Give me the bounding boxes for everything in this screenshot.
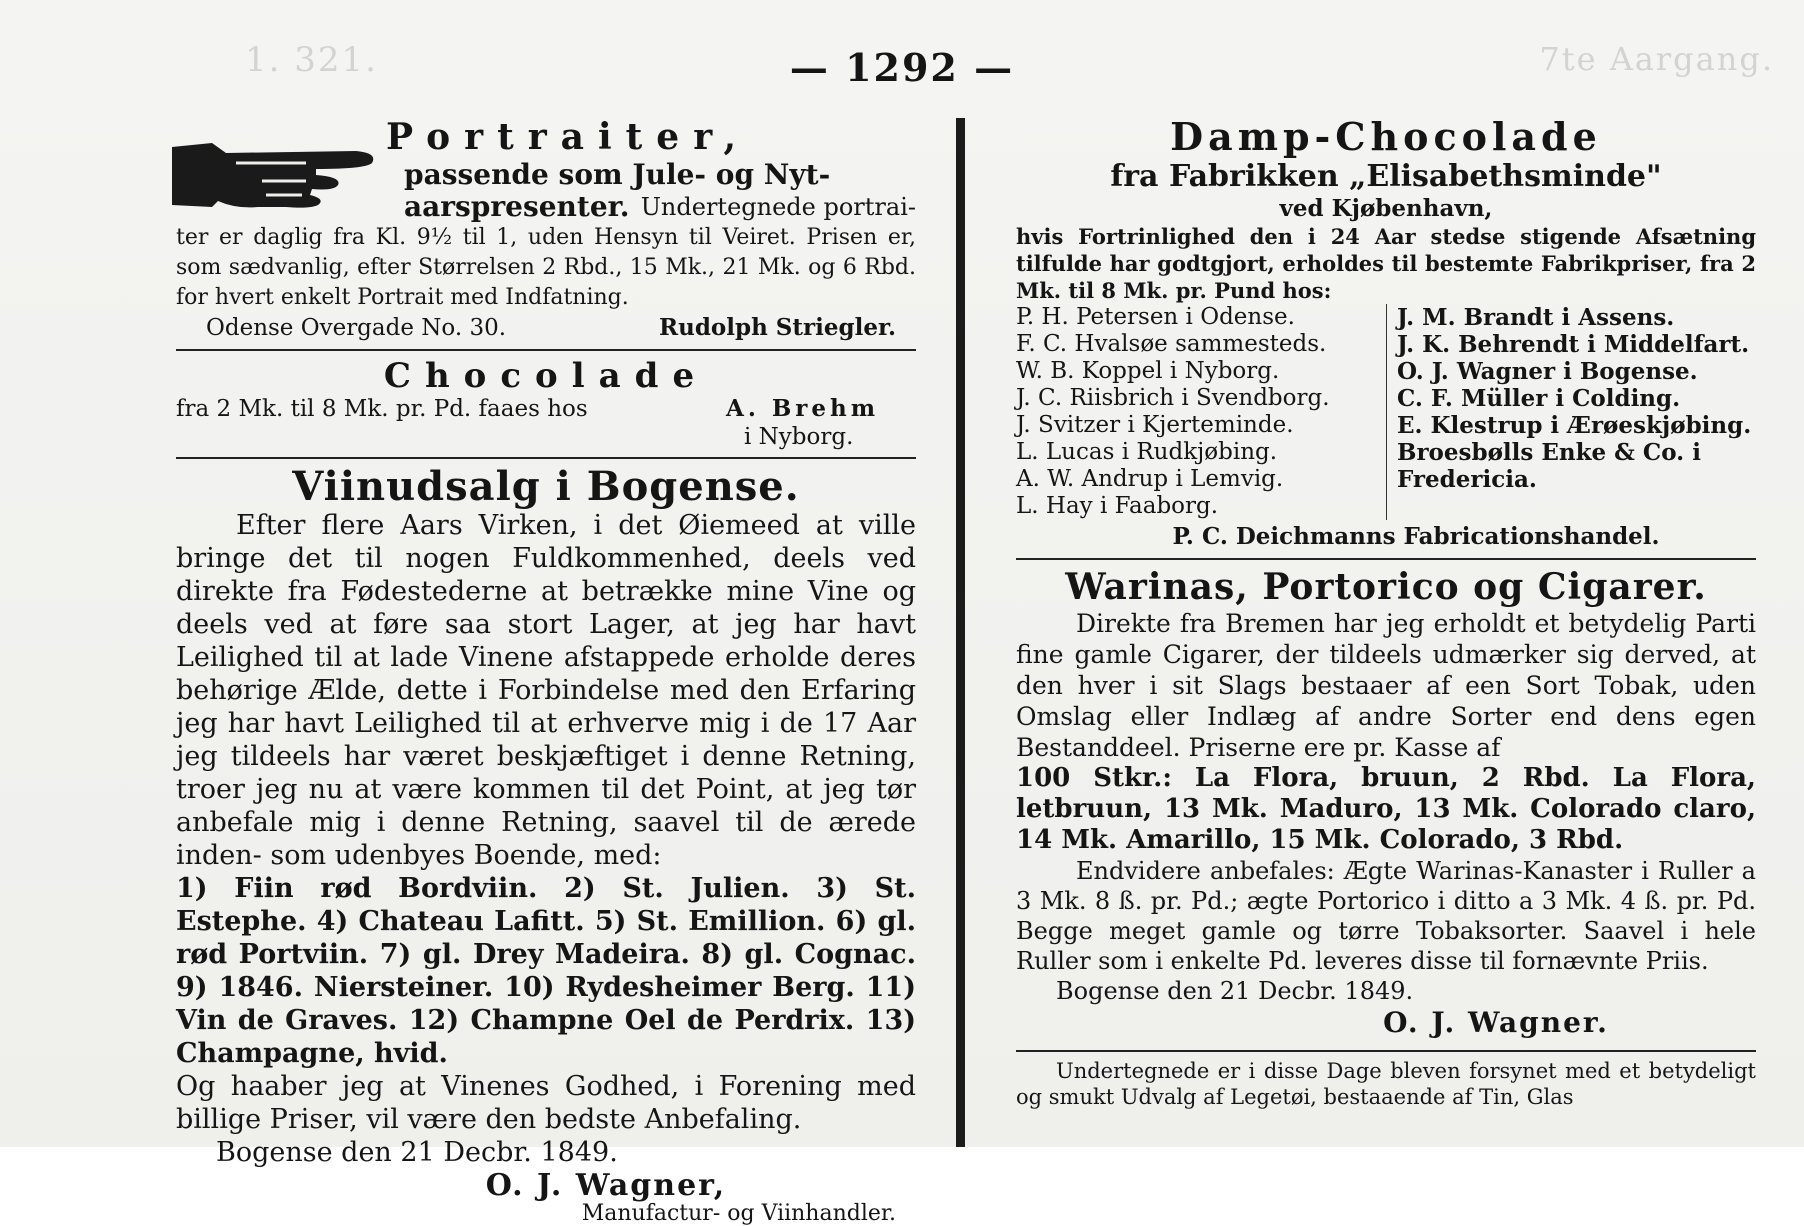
chocolate-seller: A. Brehm [726,395,880,422]
retailer-entry: O. J. Wagner i Bogense. [1397,358,1698,385]
retailer-entry: L. Hay i Faaborg. [1016,493,1219,519]
retailer-entry: J. C. Riisbrich i Svendborg. [1016,385,1330,411]
damp-footer: P. C. Deichmanns Fabricationshandel. [1172,523,1660,550]
retailer-entry: A. W. Andrup i Lemvig. [1016,466,1284,492]
portraits-ad [176,115,916,343]
damp-title: Damp-Chocolade [1170,114,1602,159]
retailer-entry: P. H. Petersen i Odense. [1016,304,1295,330]
retailers-grid [1016,304,1756,520]
chocolate-text: fra 2 Mk. til 8 Mk. pr. Pd. faaes hos [176,396,588,422]
cigars-signature: O. J. Wagner. [1383,1006,1609,1039]
retailer-entry: L. Lucas i Rudkjøbing. [1016,439,1278,465]
retailer-entry: F. C. Hvalsøe sammesteds. [1016,331,1327,357]
wine-signature: O. J. Wagner, [485,1168,727,1203]
right-column [1016,115,1756,1110]
cigars-prices: 100 Stkr.: La Flora, bruun, 2 Rbd. La Flora, letbruun, 13 Mk. Maduro, 13 Mk. Colorado claro, 14 Mk. Amarillo, 15 Mk. Colorado, 3 Rbd. [1016,763,1756,855]
divider [176,457,916,459]
retailer-entry: Broesbølls Enke & Co. i [1397,439,1701,466]
wine-dateline: Bogense den 21 Decbr. 1849. [216,1137,618,1168]
cigars-ad [1016,566,1756,1040]
portraits-signature [206,313,896,343]
retailer-entry: E. Klestrup i Ærøeskjøbing. [1397,412,1752,439]
column-divider [956,118,965,1147]
damp-subtitle: fra Fabrikken „Elisabethsminde" [1110,159,1662,194]
retailers-left [1016,304,1387,520]
chocolate-title: Chocolade [383,356,709,396]
wine-body: Efter flere Aars Virken, i det Øiemeed at ville bringe det til nogen Fuldkommenhed, deels ved direkte fra Fødestederne at betrække mine Vine og deels ved at føre saa stort Lager, at jeg har havt Leilighed til at lade Vinene afstappede erholde deres behørige Ælde, dette i Forbindelse med den Erfaring jeg har havt Leilighed til at erhverve mig i de 17 Aar jeg tildeels har været beskjæftiget i denne Retning, troer jeg nu at være kommen til det Point, at jeg tør anbefale mig i denne Retning, saavel til de ærede inden- som udenbyes Boende, med: [176,510,916,871]
wine-ad [176,465,916,1226]
chocolate-line [176,395,916,451]
divider [1016,1050,1756,1052]
chocolate-seller-block [726,395,916,451]
retailer-entry: J. M. Brandt i Assens. [1397,304,1675,331]
chocolate-ad [176,357,916,451]
notice-ad [1016,1058,1756,1110]
wine-title: Viinudsalg i Bogense. [292,463,800,510]
portraits-body: ter er daglig fra Kl. 9½ til 1, uden Hensyn til Veiret. Prisen er, som sædvanlig, efter Størrelsen 2 Rbd., 15 Mk., 21 Mk. og 6 Rbd. for hvert enkelt Portrait med Indfatning. [176,225,916,310]
damp-chocolade-ad [1016,115,1756,552]
portraits-subtitle-line2 [404,191,916,223]
cigars-dateline: Bogense den 21 Decbr. 1849. [1056,977,1414,1005]
ghost-header-left: 1. 321. [245,40,378,80]
damp-body: hvis Fortrinlighed den i 24 Aar stedse stigende Afsætning tilfulde har godtgjort, erholdes til bestemte Fabrikpriser, fra 2 Mk. til 8 Mk. pr. Pund hos: [1016,224,1756,303]
cigars-more: Endvidere anbefales: Ægte Warinas-Kanaster i Ruller a 3 Mk. 8 ß. pr. Pd.; ægte Portorico i ditto a 3 Mk. 4 ß. pr. Pd. Begge meget gamle og tørre Tobaksorter. Saavel i hele Ruller som i enkelte Pd. leveres disse til fornævnte Priis. [1016,857,1756,975]
left-column [176,115,916,1226]
pointing-hand-icon [166,131,394,213]
retailers-right [1387,304,1756,520]
wine-list: 1) Fiin rød Bordviin. 2) St. Julien. 3) St. Estephe. 4) Chateau Lafitt. 5) St. Emillion. 6) gl. rød Portviin. 7) gl. Drey Madeira. 8) gl. Cognac. 9) 1846. Niersteiner. 10) Rydesheimer Berg. 11) Vin de Graves. 12) Champne Oel de Perdrix. 13) Champagne, hvid. [176,873,916,1069]
wine-occupation: Manufactur- og Viinhandler. [581,1201,896,1226]
portraits-subtitle: passende som Jule- og Nyt- [404,158,831,191]
portraits-name: Rudolph Striegler. [659,314,896,341]
cigars-body: Direkte fra Bremen har jeg erholdt et betydelig Parti fine gamle Cigarer, der tildeels udmærker sig derved, at den hver i sit Slags bestaaer af een Sort Tobak, uden Omslag eller Indlæg af andre Sorter end dens egen Bestanddeel. Priserne ere pr. Kasse af [1016,609,1756,762]
notice-body: Undertegnede er i disse Dage bleven forsynet med et betydeligt og smukt Udvalg af Legetøi, bestaaende af Tin, Glas [1016,1059,1756,1109]
portraits-subtitle2: aarspresenter. [404,190,630,223]
portraits-title: Portraiter, [386,116,751,158]
retailer-entry: J. Svitzer i Kjerteminde. [1016,412,1294,438]
divider [1016,558,1756,560]
portraits-lead: Undertegnede portrai- [640,193,916,221]
wine-closing: Og haaber jeg at Vinenes Godhed, i Forening med billige Priser, vil være den bedste Anbefaling. [176,1071,916,1135]
divider [176,349,916,351]
retailer-entry: J. K. Behrendt i Middelfart. [1397,331,1750,358]
retailer-entry: W. B. Koppel i Nyborg. [1016,358,1280,384]
page-number: — 1292 — [789,45,1015,90]
ghost-header-right: 7te Aargang. [1539,40,1774,78]
portraits-address: Odense Overgade No. 30. [206,315,507,341]
cigars-title: Warinas, Portorico og Cigarer. [1065,566,1707,608]
retailer-entry: Fredericia. [1397,466,1537,493]
retailer-entry: C. F. Müller i Colding. [1397,385,1681,412]
chocolate-place: i Nyborg. [744,424,854,450]
damp-place: ved Kjøbenhavn, [1279,195,1493,222]
